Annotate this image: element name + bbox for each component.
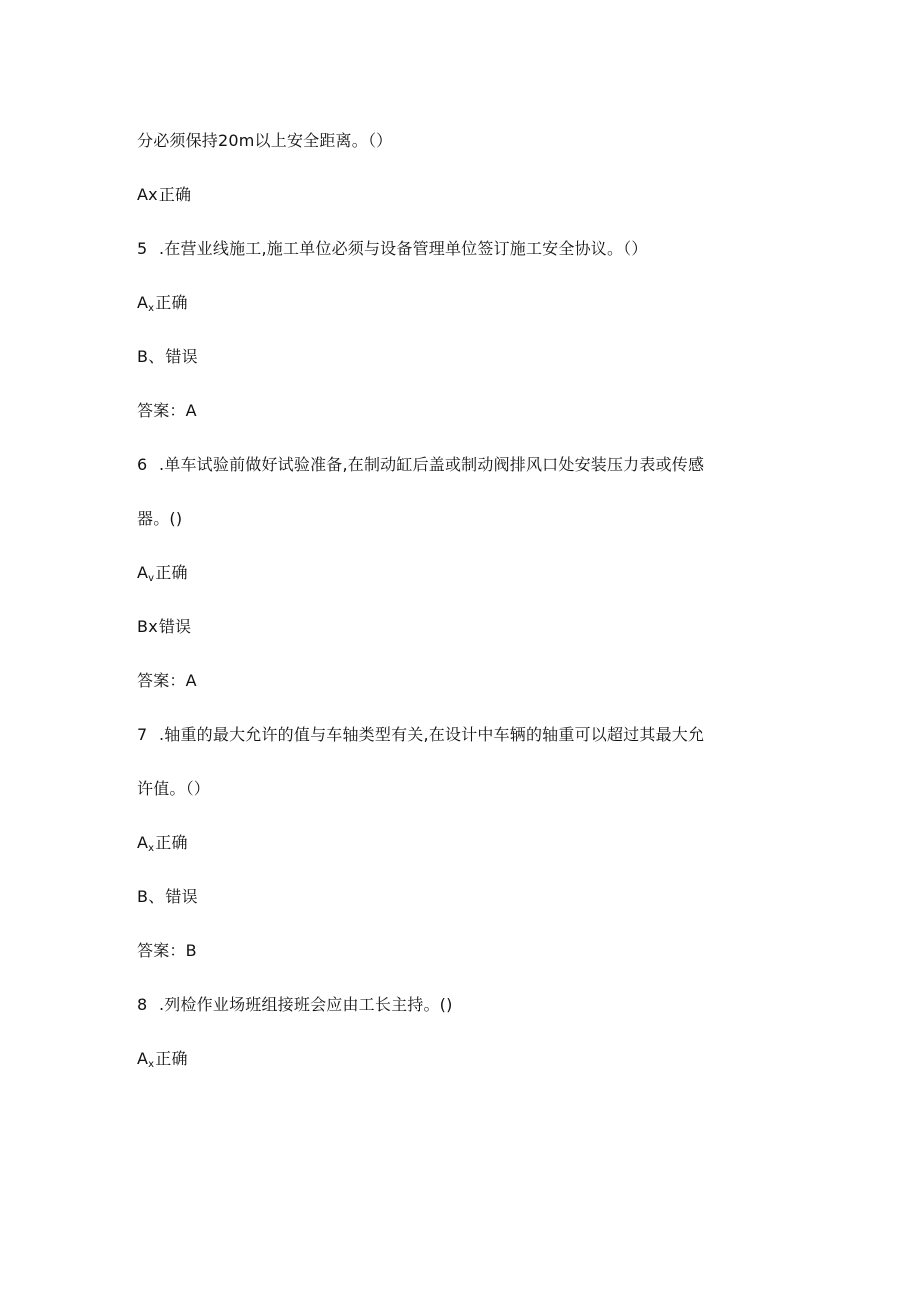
- option-letter: B: [137, 887, 149, 906]
- question-4-continuation: [137, 131, 392, 151]
- question-number: 8: [137, 995, 148, 1014]
- line-text: 器。(): [137, 509, 183, 528]
- question-6-text: [137, 455, 704, 475]
- question-6-answer: [137, 671, 197, 691]
- option-letter: A: [137, 833, 149, 852]
- question-7-option-b: [137, 887, 198, 907]
- option-separator: x: [148, 1059, 155, 1070]
- option-separator: x: [148, 843, 155, 854]
- question-8-text: [137, 995, 453, 1015]
- question-6-continuation: [137, 509, 182, 529]
- option-separator: 、: [148, 887, 165, 906]
- question-number: 5: [137, 239, 148, 258]
- option-separator: x: [148, 303, 155, 314]
- question-7-answer: [137, 941, 197, 961]
- option-letter: A: [137, 1049, 149, 1068]
- question-stem: .列检作业场班组接班会应由工长主持。(): [159, 995, 453, 1014]
- answer-text: 答案：B: [137, 941, 197, 960]
- option-text: 正确: [155, 833, 188, 852]
- question-7-continuation: [137, 779, 210, 799]
- question-stem: .轴重的最大允许的值与车轴类型有关,在设计中车辆的轴重可以超过其最大允: [159, 725, 705, 744]
- option-text: 正确: [155, 563, 188, 582]
- question-stem: .单车试验前做好试验准备,在制动缸后盖或制动阀排风口处安装压力表或传感: [159, 455, 705, 474]
- option-text: 错误: [158, 617, 192, 636]
- question-6-option-b: [137, 617, 191, 637]
- option-separator: v: [148, 573, 155, 584]
- option-text: 错误: [165, 347, 198, 366]
- option-text: 错误: [165, 887, 198, 906]
- question-stem: .在营业线施工,施工单位必须与设备管理单位签订施工安全协议。（）: [159, 239, 648, 258]
- answer-text: 答案：A: [137, 401, 197, 420]
- option-letter: A: [137, 185, 149, 204]
- option-separator: 、: [148, 347, 165, 366]
- option-letter: A: [137, 563, 149, 582]
- question-5-text: [137, 239, 648, 259]
- question-4-option-a: [137, 185, 191, 205]
- option-separator: x: [148, 617, 158, 636]
- option-separator: x: [148, 185, 158, 204]
- question-6-option-a: [137, 563, 188, 589]
- line-text: 分必须保持20m以上安全距离。（）: [137, 131, 393, 150]
- question-5-option-a: [137, 293, 188, 319]
- answer-text: 答案：A: [137, 671, 197, 690]
- question-5-answer: [137, 401, 197, 421]
- question-5-option-b: [137, 347, 198, 367]
- question-number: 7: [137, 725, 148, 744]
- question-number: 6: [137, 455, 148, 474]
- option-text: 正确: [155, 293, 188, 312]
- option-letter: B: [137, 617, 149, 636]
- question-8-option-a: [137, 1049, 188, 1075]
- option-text: 正确: [155, 1049, 188, 1068]
- question-7-option-a: [137, 833, 188, 859]
- question-7-text: [137, 725, 704, 745]
- line-text: 许值。（）: [137, 779, 211, 798]
- option-letter: B: [137, 347, 149, 366]
- option-letter: A: [137, 293, 149, 312]
- option-text: 正确: [158, 185, 192, 204]
